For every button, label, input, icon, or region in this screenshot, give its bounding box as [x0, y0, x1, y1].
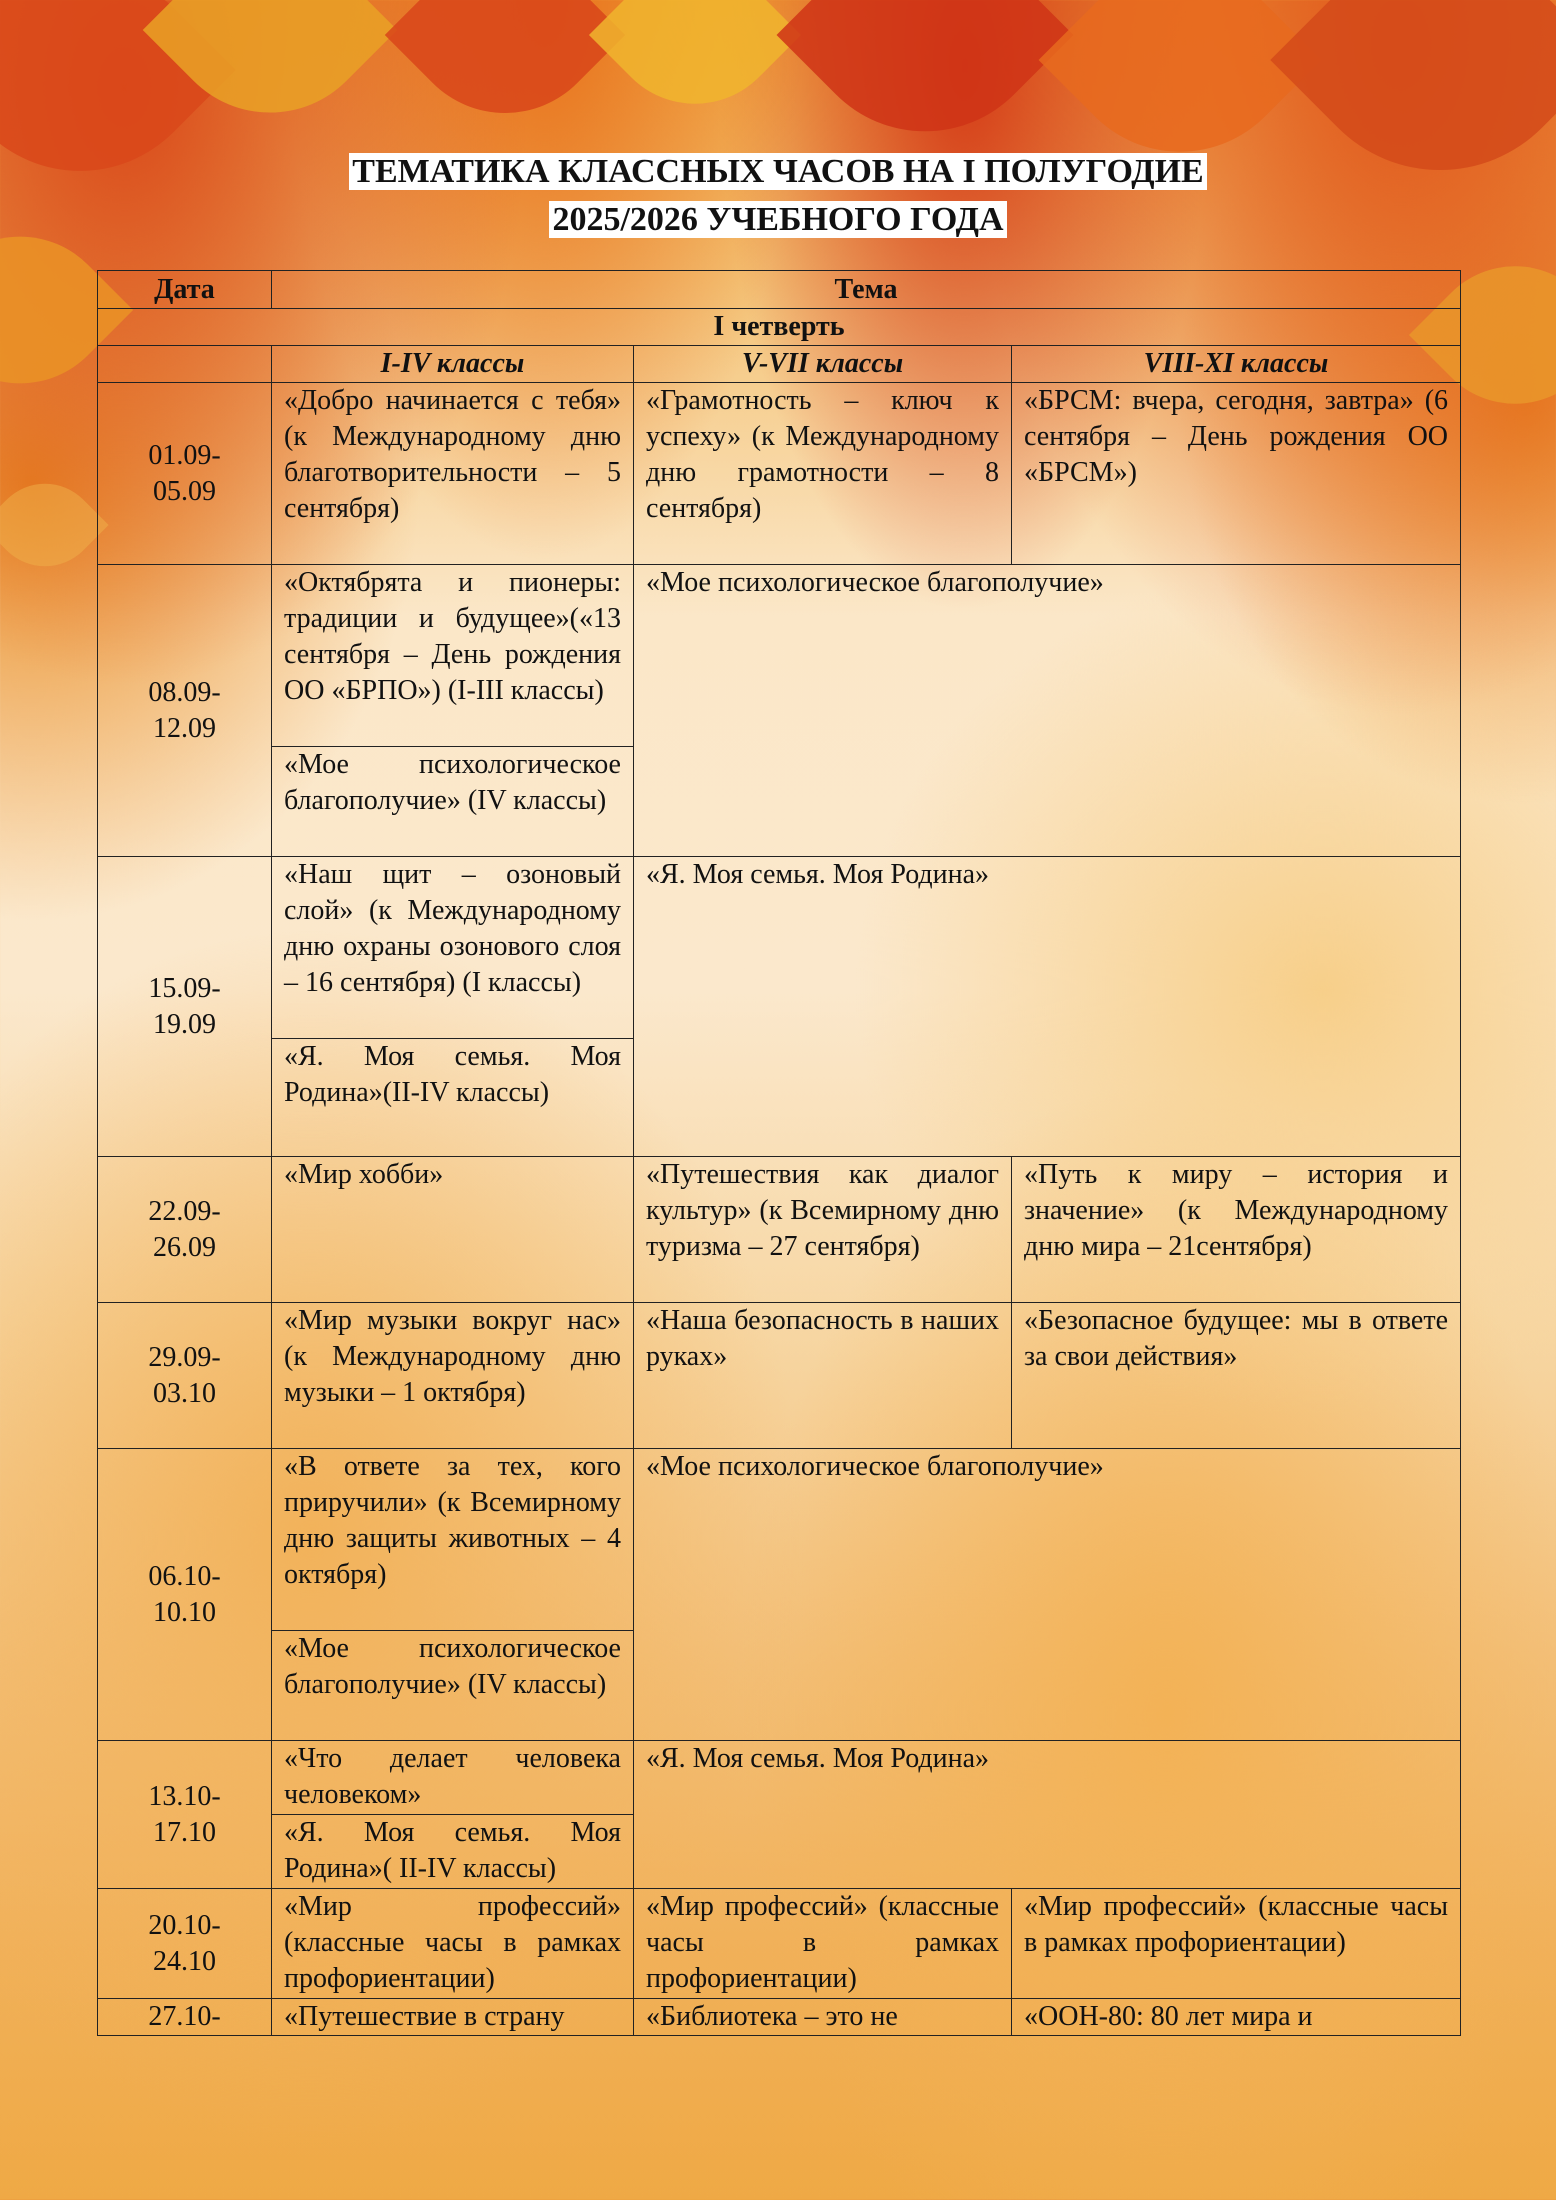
date-cell: [98, 383, 272, 565]
topic-viii-xi: «Мир профессий» (классные часы в рамках профориентации): [1012, 1889, 1461, 1999]
topic-i-iv: «Октябрята и пионеры: традиции и будущее»(«13 сентября – День рождения ОО «БРПО») (I-III классы): [272, 565, 634, 747]
topic-v-xi: «Мое психологическое благополучие»: [634, 565, 1461, 857]
date-cell: [98, 1303, 272, 1449]
topic-viii-xi: «БРСМ: вчера, сегодня, завтра» (6 сентября – День рождения ОО «БРСМ»): [1012, 383, 1461, 565]
group-viii-xi: VIII-XI классы: [1012, 346, 1461, 383]
leaf-decoration: [385, 0, 625, 155]
leaf-decoration: [0, 461, 109, 588]
table-row: [98, 1303, 1461, 1449]
table-row: [98, 1999, 1461, 2036]
date-cell: [98, 1999, 272, 2036]
date-cell: [98, 565, 272, 857]
topic-v-vii: «Грамотность – ключ к успеху» (к Международному дню грамотности – 8 сентября): [634, 383, 1012, 565]
date-text: 20.10- 24.10: [148, 1909, 221, 1977]
topic-i-iv: «Я. Моя семья. Моя Родина»( II-IV классы): [272, 1815, 634, 1889]
topic-i-iv: «Добро начинается с тебя» (к Международному дню благотворительности – 5 сентября): [272, 383, 634, 565]
header-date: Дата: [98, 271, 272, 309]
quarter-row: [98, 309, 1461, 346]
date-cell: [98, 1449, 272, 1741]
leaf-decoration: [589, 0, 801, 141]
topic-viii-xi: «Путь к миру – история и значение» (к Международному дню мира – 21сентября): [1012, 1157, 1461, 1303]
table-row: [98, 1449, 1461, 1631]
date-text: 13.10- 17.10: [148, 1780, 221, 1848]
table-row: [98, 1157, 1461, 1303]
date-cell: [98, 1741, 272, 1889]
table-row: [98, 1889, 1461, 1999]
date-cell: [98, 857, 272, 1157]
title-line-1: ТЕМАТИКА КЛАССНЫХ ЧАСОВ НА I ПОЛУГОДИЕ: [349, 153, 1206, 190]
title-line-2: 2025/2026 УЧЕБНОГО ГОДА: [549, 201, 1006, 238]
topic-i-iv: «Мир профессий» (классные часы в рамках профориентации): [272, 1889, 634, 1999]
topic-i-iv: «Мир музыки вокруг нас» (к Международному дню музыки – 1 октября): [272, 1303, 634, 1449]
topic-v-xi: «Я. Моя семья. Моя Родина»: [634, 857, 1461, 1157]
topic-v-vii: «Наша безопасность в наших руках»: [634, 1303, 1012, 1449]
date-text: 01.09- 05.09: [148, 439, 221, 507]
topic-v-vii: «Путешествия как диалог культур» (к Всемирному дню туризма – 27 сентября): [634, 1157, 1012, 1303]
date-text: 06.10- 10.10: [148, 1560, 221, 1628]
group-empty-cell: [98, 346, 272, 383]
class-hours-table: [97, 270, 1461, 2036]
quarter-label: I четверть: [98, 309, 1461, 346]
date-text: 29.09- 03.10: [148, 1341, 221, 1409]
topic-i-iv: «В ответе за тех, кого приручили» (к Всемирному дню защиты животных – 4 октября): [272, 1449, 634, 1631]
document-title: [0, 148, 1556, 244]
date-cell: [98, 1889, 272, 1999]
date-text: 08.09- 12.09: [148, 676, 221, 744]
header-topic: Тема: [272, 271, 1461, 309]
topic-i-iv: «Мое психологическое благополучие» (IV классы): [272, 747, 634, 857]
table-row: [98, 1741, 1461, 1815]
group-v-vii: V-VII классы: [634, 346, 1012, 383]
topic-i-iv: «Что делает человека человеком»: [272, 1741, 634, 1815]
topic-i-iv: «Путешествие в страну: [272, 1999, 634, 2036]
topic-i-iv: «Наш щит – озоновый слой» (к Международному дню охраны озонового слоя – 16 сентября) (I классы): [272, 857, 634, 1039]
topic-i-iv: «Мир хобби»: [272, 1157, 634, 1303]
group-i-iv: I-IV классы: [272, 346, 634, 383]
date-text: 27.10-: [148, 2001, 221, 2032]
date-text: 22.09- 26.09: [148, 1195, 221, 1263]
topic-v-vii: «Мир профессий» (классные часы в рамках профориентации): [634, 1889, 1012, 1999]
date-cell: [98, 1157, 272, 1303]
table-row: [98, 857, 1461, 1039]
date-text: 15.09- 19.09: [148, 972, 221, 1040]
table-row: [98, 383, 1461, 565]
topic-viii-xi: «Безопасное будущее: мы в ответе за свои действия»: [1012, 1303, 1461, 1449]
topic-v-xi: «Я. Моя семья. Моя Родина»: [634, 1741, 1461, 1889]
topic-viii-xi: «ООН-80: 80 лет мира и: [1012, 1999, 1461, 2036]
topic-v-vii: «Библиотека – это не: [634, 1999, 1012, 2036]
topic-i-iv: «Мое психологическое благополучие» (IV классы): [272, 1631, 634, 1741]
group-row: [98, 346, 1461, 383]
table-row: [98, 565, 1461, 747]
header-row: [98, 271, 1461, 309]
topic-v-xi: «Мое психологическое благополучие»: [634, 1449, 1461, 1741]
topic-i-iv: «Я. Моя семья. Моя Родина»(II-IV классы): [272, 1039, 634, 1157]
